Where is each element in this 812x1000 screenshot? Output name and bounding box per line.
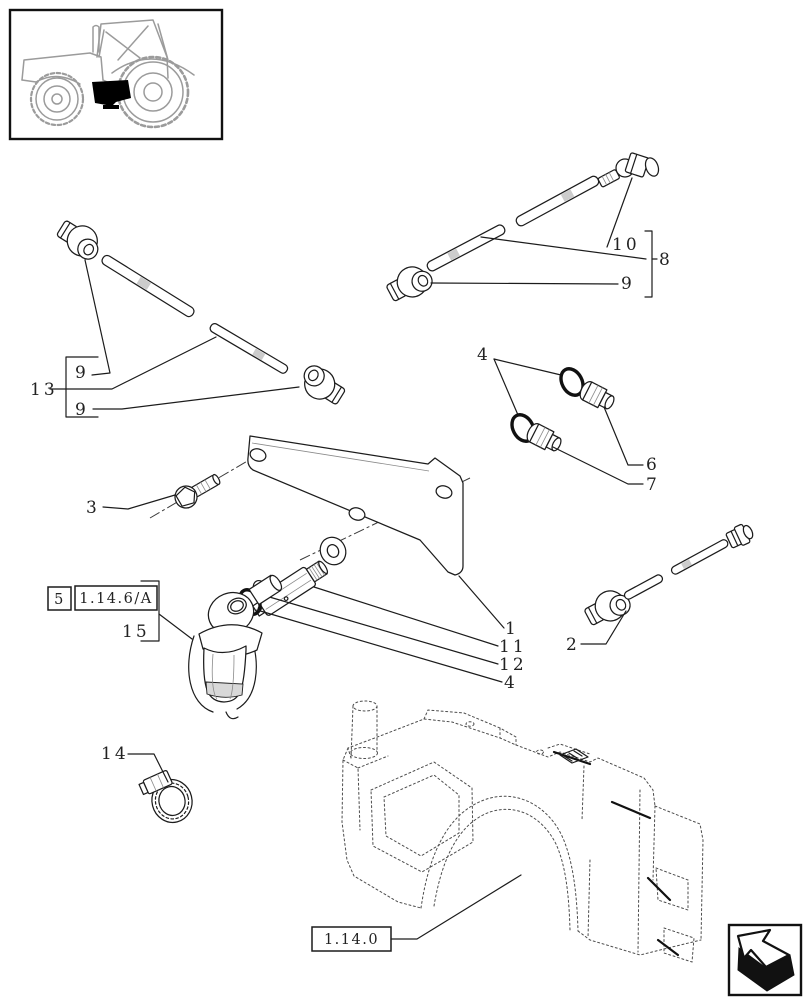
callout-4-seals: 4	[477, 345, 488, 365]
callout-13: 13	[30, 380, 58, 400]
callout-7: 7	[646, 475, 657, 495]
hose-2-end-fitting	[725, 521, 756, 550]
callout-4-oring: 4	[504, 673, 515, 693]
leader-12	[266, 596, 498, 664]
section-ref-label[interactable]: 1.14.6/A	[79, 591, 153, 607]
seal-union-group	[477, 345, 657, 495]
pipe-13-upper	[100, 254, 195, 319]
tank-edge-accent-1	[612, 802, 650, 818]
tank-edge-accent-3	[658, 940, 678, 955]
leader-4-upper	[494, 359, 561, 375]
callout-6: 6	[646, 455, 657, 475]
leader-4-lower	[494, 359, 518, 415]
callout-5: 5	[54, 592, 65, 608]
leader-9-top-right	[431, 283, 618, 284]
filter-section-ref[interactable]	[75, 586, 157, 610]
callout-11: 11	[499, 637, 527, 657]
leader-tank-ref	[391, 875, 521, 939]
leader-4-oring	[257, 610, 502, 682]
leader-9-left-lower	[93, 387, 299, 409]
pipe-assembly-13	[30, 215, 349, 420]
leader-3	[103, 495, 175, 509]
callout-2: 2	[566, 635, 577, 655]
mounting-bracket-assembly	[86, 436, 470, 575]
pipe-10-upper	[515, 175, 601, 228]
banjo-union-9-left-lower	[296, 361, 349, 410]
callout-12: 12	[499, 655, 527, 675]
highlight-detail	[103, 105, 119, 109]
tank-edge-accent-2	[648, 878, 670, 900]
clamp-assembly-14	[101, 744, 197, 827]
callout-10: 10	[612, 235, 640, 255]
hose-2-lower	[623, 574, 664, 601]
banjo-union-9-left-upper	[53, 215, 106, 264]
pipe-10-lower	[426, 223, 507, 272]
callout-9-left-lower: 9	[75, 400, 86, 420]
callout-9-left-upper: 9	[75, 363, 86, 383]
pipe-assembly-8	[383, 152, 670, 306]
tank-section-ref[interactable]	[312, 927, 391, 951]
filter-bail-hook	[226, 712, 238, 719]
mounting-bracket-1	[248, 436, 463, 575]
callout-9-top-right: 9	[621, 274, 632, 294]
callout-8: 8	[659, 250, 670, 270]
leader-filter	[159, 614, 192, 639]
tank-phantom-lines	[342, 701, 703, 962]
hose-2-upper	[670, 538, 729, 575]
callout-15: 15	[122, 622, 150, 642]
hose-assembly-2	[566, 521, 756, 655]
pipe-13-lower	[209, 322, 289, 375]
leader-1	[459, 576, 504, 628]
callout-bracket-8	[645, 231, 652, 297]
leader-9-left-upper	[85, 260, 110, 375]
valve-stack	[236, 533, 527, 693]
fuel-tank-reference-outline	[312, 701, 703, 962]
fuel-filter-assembly	[48, 573, 284, 719]
callout-14: 14	[101, 744, 129, 764]
banjo-union-hose-2	[581, 584, 634, 631]
bolt-3	[171, 469, 224, 512]
tank-ref-label[interactable]: 1.14.0	[323, 932, 380, 948]
callout-1: 1	[505, 619, 516, 639]
nav-arrow-button[interactable]	[729, 925, 801, 995]
tractor-location-thumbnail	[10, 10, 222, 139]
leader-6	[604, 407, 643, 465]
filter-bottom-band	[206, 682, 243, 697]
callout-3: 3	[86, 498, 97, 518]
